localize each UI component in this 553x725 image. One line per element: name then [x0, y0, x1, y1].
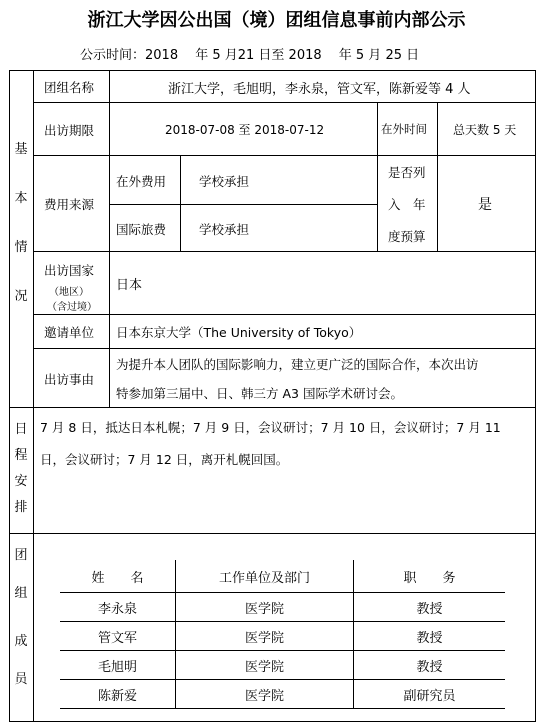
label-char: 团: [14, 548, 28, 563]
member-unit: 医学院: [176, 593, 354, 622]
members-header-row: [60, 560, 505, 593]
label-char: 成: [14, 634, 28, 649]
abroad-cost-value: 学校承担: [199, 174, 250, 189]
budget-label-line: 度预算: [388, 229, 426, 244]
grid-line: [180, 155, 181, 251]
section-divider-schedule: [9, 407, 536, 408]
grid-line: [33, 348, 535, 349]
inviter-label: 邀请单位: [44, 325, 95, 340]
days-abroad-value: 总天数 5 天: [453, 123, 517, 137]
label-char: 排: [14, 500, 28, 515]
funding-label: 费用来源: [44, 197, 95, 212]
member-unit: 医学院: [176, 622, 354, 651]
table-border-bottom: [9, 721, 536, 722]
table-border-top: [9, 70, 536, 71]
budget-label-line: 是否列: [388, 165, 426, 180]
grid-line: [109, 70, 110, 407]
intl-travel-label: 国际旅费: [116, 222, 167, 237]
abroad-cost-label: 在外费用: [116, 174, 167, 189]
grid-line: [437, 155, 438, 251]
members-section-label: [11, 544, 31, 694]
schedule-line: 7 月 8 日，抵达日本札幌；7 月 9 日，会议研讨；7 月 10 日，会议研讨；7 月 11: [40, 420, 501, 435]
member-position: 教授: [354, 651, 506, 680]
section-divider: [33, 70, 34, 721]
days-abroad-label: 在外时间: [381, 122, 427, 136]
member-name: 毛旭明: [60, 651, 176, 680]
inviter-value: 日本东京大学（The University of Tokyo）: [116, 325, 362, 340]
table-row: [60, 680, 505, 709]
purpose-line: 特参加第三届中、日、韩三方 A3 国际学术研讨会。: [116, 386, 403, 401]
label-char: 本: [14, 191, 28, 206]
budget-value: 是: [478, 197, 492, 213]
schedule-line: 日，会议研讨；7 月 12 日，离开札幌回国。: [40, 452, 289, 467]
purpose-line: 为提升本人团队的国际影响力，建立更广泛的国际合作，本次出访: [116, 357, 479, 372]
country-label: 出访国家: [44, 263, 95, 278]
table-row: [60, 593, 505, 622]
grid-line: [109, 204, 377, 205]
table-border-left: [9, 70, 10, 722]
table-border-right: [535, 70, 536, 722]
table-row: [60, 622, 505, 651]
label-char: 员: [14, 672, 28, 687]
col-name-header: 姓 名: [60, 560, 176, 593]
grid-line: [33, 251, 535, 252]
label-char: 安: [14, 474, 28, 489]
member-unit: 医学院: [176, 651, 354, 680]
label-char: 日: [14, 422, 28, 437]
member-unit: 医学院: [176, 680, 354, 709]
group-name-value: 浙江大学，毛旭明，李永泉，管文军，陈新爱等 4 人: [168, 82, 471, 97]
member-name: 陈新爱: [60, 680, 176, 709]
purpose-label: 出访事由: [44, 372, 95, 387]
member-position: 教授: [354, 593, 506, 622]
members-table: [60, 560, 505, 709]
member-name: 李永泉: [60, 593, 176, 622]
grid-line: [33, 155, 535, 156]
grid-line: [33, 102, 535, 103]
label-char: 程: [14, 448, 28, 463]
budget-label-line: 入 年: [388, 197, 426, 212]
basic-section-label: [11, 138, 31, 334]
member-name: 管文军: [60, 622, 176, 651]
member-position: 副研究员: [354, 680, 506, 709]
col-position-header: 职 务: [354, 560, 506, 593]
country-sub2: （含过境）: [47, 302, 97, 313]
grid-line: [33, 314, 535, 315]
label-char: 基: [14, 142, 28, 157]
period-label: 出访期限: [44, 123, 95, 138]
grid-line: [377, 102, 378, 251]
intl-travel-value: 学校承担: [199, 222, 250, 237]
table-row: [60, 651, 505, 680]
grid-line: [437, 102, 438, 155]
publish-time: 公示时间：2018 年 5 月21 日至 2018 年 5 月 25 日: [80, 48, 420, 63]
section-divider-members: [9, 533, 536, 534]
page-title: 浙江大学因公出国（境）团组信息事前内部公示: [87, 10, 466, 31]
label-char: 况: [14, 289, 28, 304]
col-unit-header: 工作单位及部门: [176, 560, 354, 593]
group-name-label: 团组名称: [44, 80, 95, 95]
label-char: 情: [14, 240, 28, 255]
country-value: 日本: [116, 278, 143, 293]
period-value: 2018-07-08 至 2018-07-12: [165, 123, 325, 137]
member-position: 教授: [354, 622, 506, 651]
country-sub1: （地区）: [49, 287, 89, 298]
label-char: 组: [14, 586, 28, 601]
schedule-section-label: [11, 418, 31, 522]
